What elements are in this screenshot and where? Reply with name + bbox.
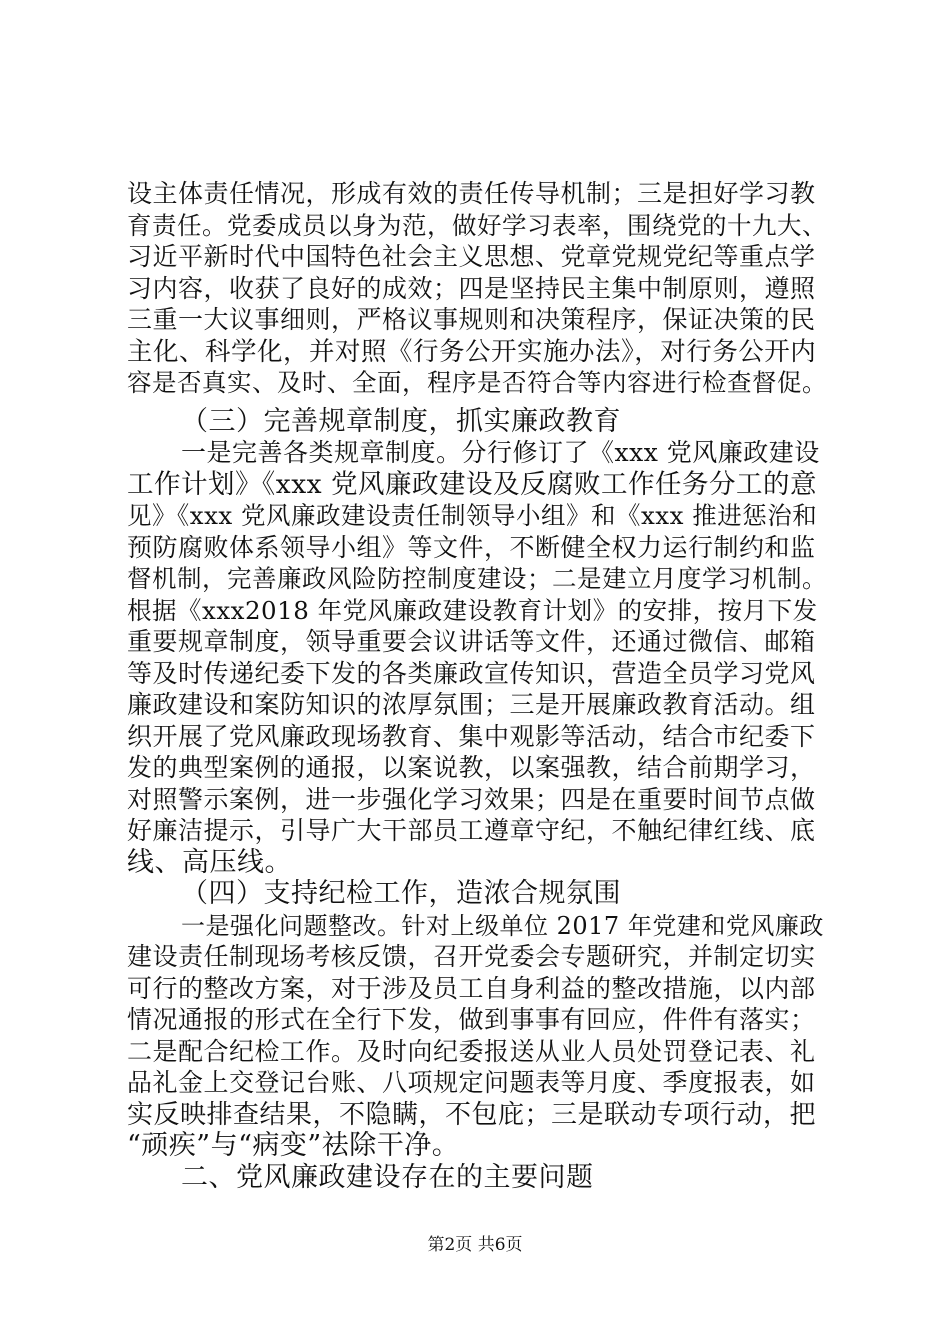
body-text-line: 督机制，完善廉政风险防控制度建设；二是建立月度学习机制。 (127, 564, 827, 593)
body-text-line: 好廉洁提示，引导广大干部员工遵章守纪，不触纪律红线、底 (127, 816, 816, 845)
body-text-line: 廉政建设和案防知识的浓厚氛围；三是开展廉政教育活动。组 (127, 690, 816, 719)
body-text-line: “顽疾”与“病变”祛除干净。 (127, 1130, 460, 1161)
body-text-line: 设主体责任情况，形成有效的责任传导机制；三是担好学习教 (127, 179, 816, 208)
body-text-line: 根据《xxx2018 年党风廉政建设教育计划》的安排，按月下发 (127, 596, 818, 625)
body-text-line: 对照警示案例，进一步强化学习效果；四是在重要时间节点做 (127, 785, 816, 814)
body-text-line: 情况通报的形式在全行下发，做到事事有回应，件件有落实； (127, 1005, 816, 1034)
body-text-line: 习近平新时代中国特色社会主义思想、党章党规党纪等重点学 (127, 242, 816, 271)
body-text-line: 一是强化问题整改。针对上级单位 2017 年党建和党风廉政 (181, 912, 824, 940)
body-text-line: 重要规章制度，领导重要会议讲话等文件，还通过微信、邮箱 (127, 627, 816, 656)
body-text-line: 织开展了党风廉政现场教育、集中观影等活动，结合市纪委下 (127, 722, 816, 751)
section-heading: 二、党风廉政建设存在的主要问题 (181, 1162, 594, 1193)
body-text-line: 容是否真实、及时、全面，程序是否符合等内容进行检查督促。 (127, 368, 827, 397)
body-text-line: 见》《xxx 党风廉政建设责任制领导小组》和《xxx 推进惩治和 (127, 501, 818, 530)
body-text-line: 预防腐败体系领导小组》等文件，不断健全权力运行制约和监 (127, 533, 816, 562)
section-heading: （三）完善规章制度，抓实廉政教育 (181, 406, 621, 437)
body-text-line: 实反映排查结果，不隐瞒，不包庇；三是联动专项行动，把 (127, 1100, 817, 1130)
body-text-line: 等及时传递纪委下发的各类廉政宣传知识，营造全员学习党风 (127, 659, 816, 688)
body-text-line: 可行的整改方案，对于涉及员工自身利益的整改措施，以内部 (127, 974, 816, 1003)
body-text-line: 品礼金上交登记台账、八项规定问题表等月度、季度报表，如 (127, 1068, 816, 1097)
body-text-line: 主化、科学化，并对照《行务公开实施办法》，对行务公开内 (127, 337, 817, 367)
body-text-line: 一是完善各类规章制度。分行修订了《xxx 党风廉政建设 (181, 438, 820, 467)
body-text-line: 三重一大议事细则，严格议事规则和决策程序，保证决策的民 (127, 305, 816, 334)
body-text-line: 线、高压线。 (127, 847, 292, 878)
body-text-line: 二是配合纪检工作。及时向纪委报送从业人员处罚登记表、礼 (127, 1037, 816, 1066)
body-text-line: 建设责任制现场考核反馈，召开党委会专题研究，并制定切实 (127, 942, 816, 971)
body-text-line: 习内容，收获了良好的成效；四是坚持民主集中制原则，遵照 (127, 274, 816, 303)
section-heading: （四）支持纪检工作，造浓合规氛围 (181, 878, 621, 909)
body-text-line: 育责任。党委成员以身为范，做好学习表率，围绕党的十九大、 (127, 211, 827, 240)
body-text-line: 工作计划》《xxx 党风廉政建设及反腐败工作任务分工的意 (127, 469, 818, 500)
body-text-line: 发的典型案例的通报，以案说教，以案强教，结合前期学习， (127, 753, 816, 782)
page-footer: 第2页 共6页 (427, 1235, 523, 1255)
